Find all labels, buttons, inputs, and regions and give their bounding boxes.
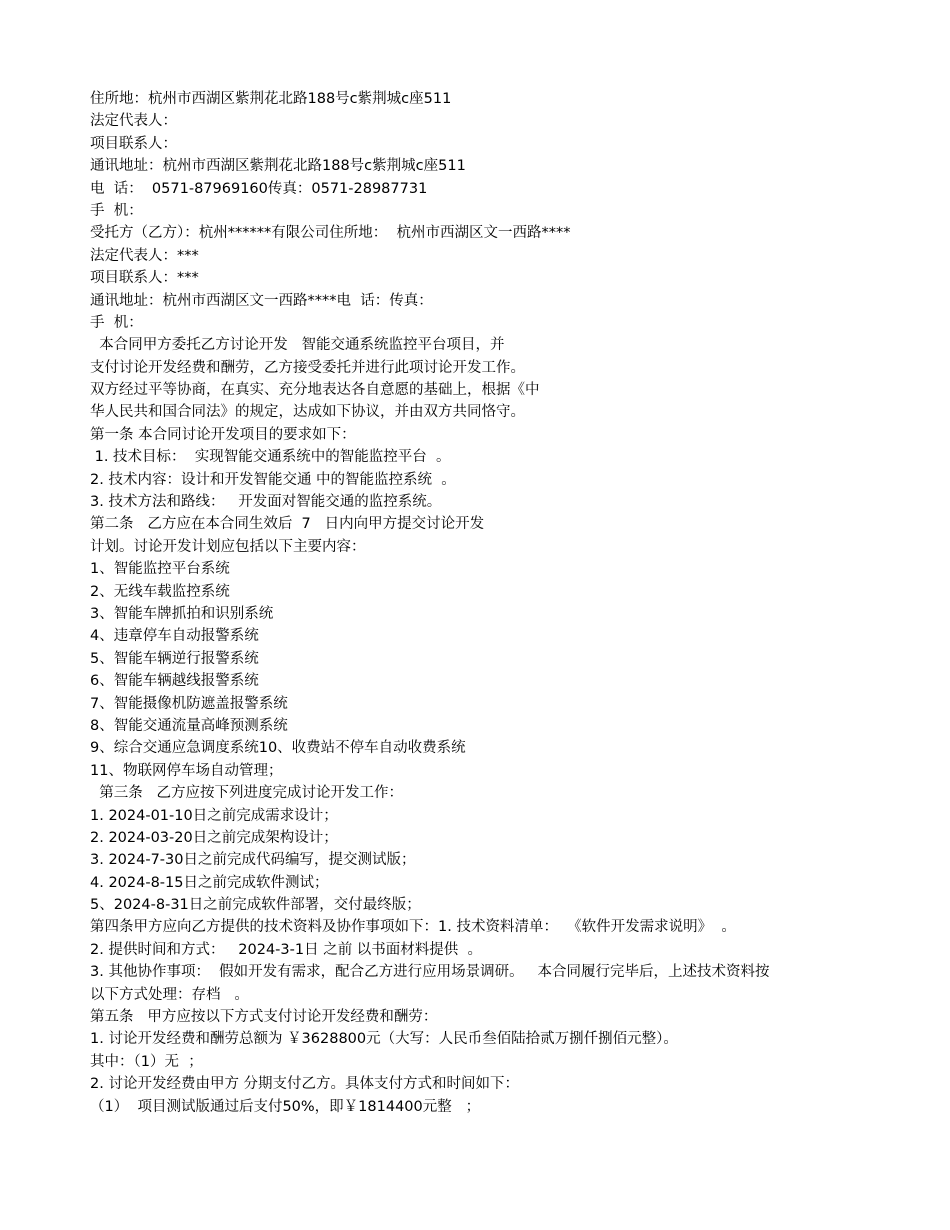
text-line: 受托方（乙方）：杭州******有限公司住所地： 杭州市西湖区文一西路****: [90, 225, 571, 242]
list-item: 4、违章停车自动报警系统: [90, 628, 259, 645]
text-line: （1） 项目测试版通过后支付50%，即￥1814400元整 ；: [90, 1098, 481, 1115]
list-item: 6、智能车辆越线报警系统: [90, 673, 259, 690]
text-line: 2. 讨论开发经费由甲方 分期支付乙方。具体支付方式和时间如下：: [90, 1076, 520, 1093]
text-line: 本合同甲方委托乙方讨论开发 智能交通系统监控平台项目，并: [90, 337, 505, 354]
article-heading: 第三条 乙方应按下列进度完成讨论开发工作：: [90, 785, 404, 802]
text-line: 项目联系人：***: [90, 270, 199, 287]
list-item: 5、2024-8-31日之前完成软件部署，交付最终版；: [90, 897, 421, 914]
list-item: 2. 2024-03-20日之前完成架构设计；: [90, 829, 338, 846]
text-line: 2. 提供时间和方式： 2024-3-1日 之前 以书面材料提供 。: [90, 941, 483, 958]
text-line: 以下方式处理：存档 。: [90, 986, 249, 1003]
text-line: 电 话： 0571-87969160传真：0571-28987731: [90, 180, 428, 197]
text-line: 法定代表人：***: [90, 247, 199, 264]
text-line: 法定代表人：: [90, 113, 177, 130]
text-line: 1. 讨论开发经费和酬劳总额为 ￥3628800元（大写：人民币叁佰陆拾贰万捌仟捌佰元整）。: [90, 1031, 678, 1048]
list-item: 1、智能监控平台系统: [90, 561, 230, 578]
text-line: 支付讨论开发经费和酬劳，乙方接受委托并进行此项讨论开发工作。: [90, 359, 525, 376]
list-item: 4. 2024-8-15日之前完成软件测试；: [90, 874, 329, 891]
text-line: 其中：（1）无 ；: [90, 1053, 203, 1070]
list-item: 8、智能交通流量高峰预测系统: [90, 717, 288, 734]
list-item: 9、综合交通应急调度系统10、收费站不停车自动收费系统: [90, 740, 466, 757]
text-line: 通讯地址：杭州市西湖区文一西路****电 话：传真：: [90, 292, 433, 309]
text-line: 手 机：: [90, 202, 143, 219]
text-line: 计划。讨论开发计划应包括以下主要内容：: [90, 538, 366, 555]
text-line: 项目联系人：: [90, 135, 177, 152]
text-line: 1. 技术目标： 实现智能交通系统中的智能监控平台 。: [90, 449, 451, 466]
article-heading: 第二条 乙方应在本合同生效后 7 日内向甲方提交讨论开发: [90, 516, 485, 533]
text-line: 2. 技术内容：设计和开发智能交通 中的智能监控系统 。: [90, 471, 456, 488]
list-item: 1. 2024-01-10日之前完成需求设计；: [90, 807, 338, 824]
article-heading: 第四条甲方应向乙方提供的技术资料及协作事项如下：1. 技术资料清单： 《软件开发需求说明》 。: [90, 919, 736, 936]
list-item: 11、物联网停车场自动管理；: [90, 762, 283, 779]
text-line: 住所地：杭州市西湖区紫荆花北路188号c紫荆城c座511: [90, 91, 452, 107]
text-line: 手 机：: [90, 314, 143, 331]
list-item: 3. 2024-7-30日之前完成代码编写，提交测试版；: [90, 852, 416, 869]
list-item: 2、无线车载监控系统: [90, 583, 230, 600]
list-item: 7、智能摄像机防遮盖报警系统: [90, 695, 288, 712]
contract-document: [90, 88, 880, 1118]
text-line: 通讯地址：杭州市西湖区紫荆花北路188号c紫荆城c座511: [90, 158, 466, 175]
list-item: 3、智能车牌抓拍和识别系统: [90, 605, 274, 622]
text-line: 华人民共和国合同法》的规定，达成如下协议，并由双方共同恪守。: [90, 404, 525, 421]
article-heading: 第五条 甲方应按以下方式支付讨论开发经费和酬劳：: [90, 1009, 438, 1026]
list-item: 5、智能车辆逆行报警系统: [90, 650, 259, 667]
text-line: 3. 其他协作事项： 假如开发有需求，配合乙方进行应用场景调研。 本合同履行完毕后，上述技术资料按: [90, 964, 770, 981]
text-line: 3. 技术方法和路线： 开发面对智能交通的监控系统。: [90, 494, 442, 511]
article-heading: 第一条 本合同讨论开发项目的要求如下：: [90, 426, 356, 443]
text-line: 双方经过平等协商，在真实、充分地表达各自意愿的基础上，根据《中: [90, 382, 540, 399]
